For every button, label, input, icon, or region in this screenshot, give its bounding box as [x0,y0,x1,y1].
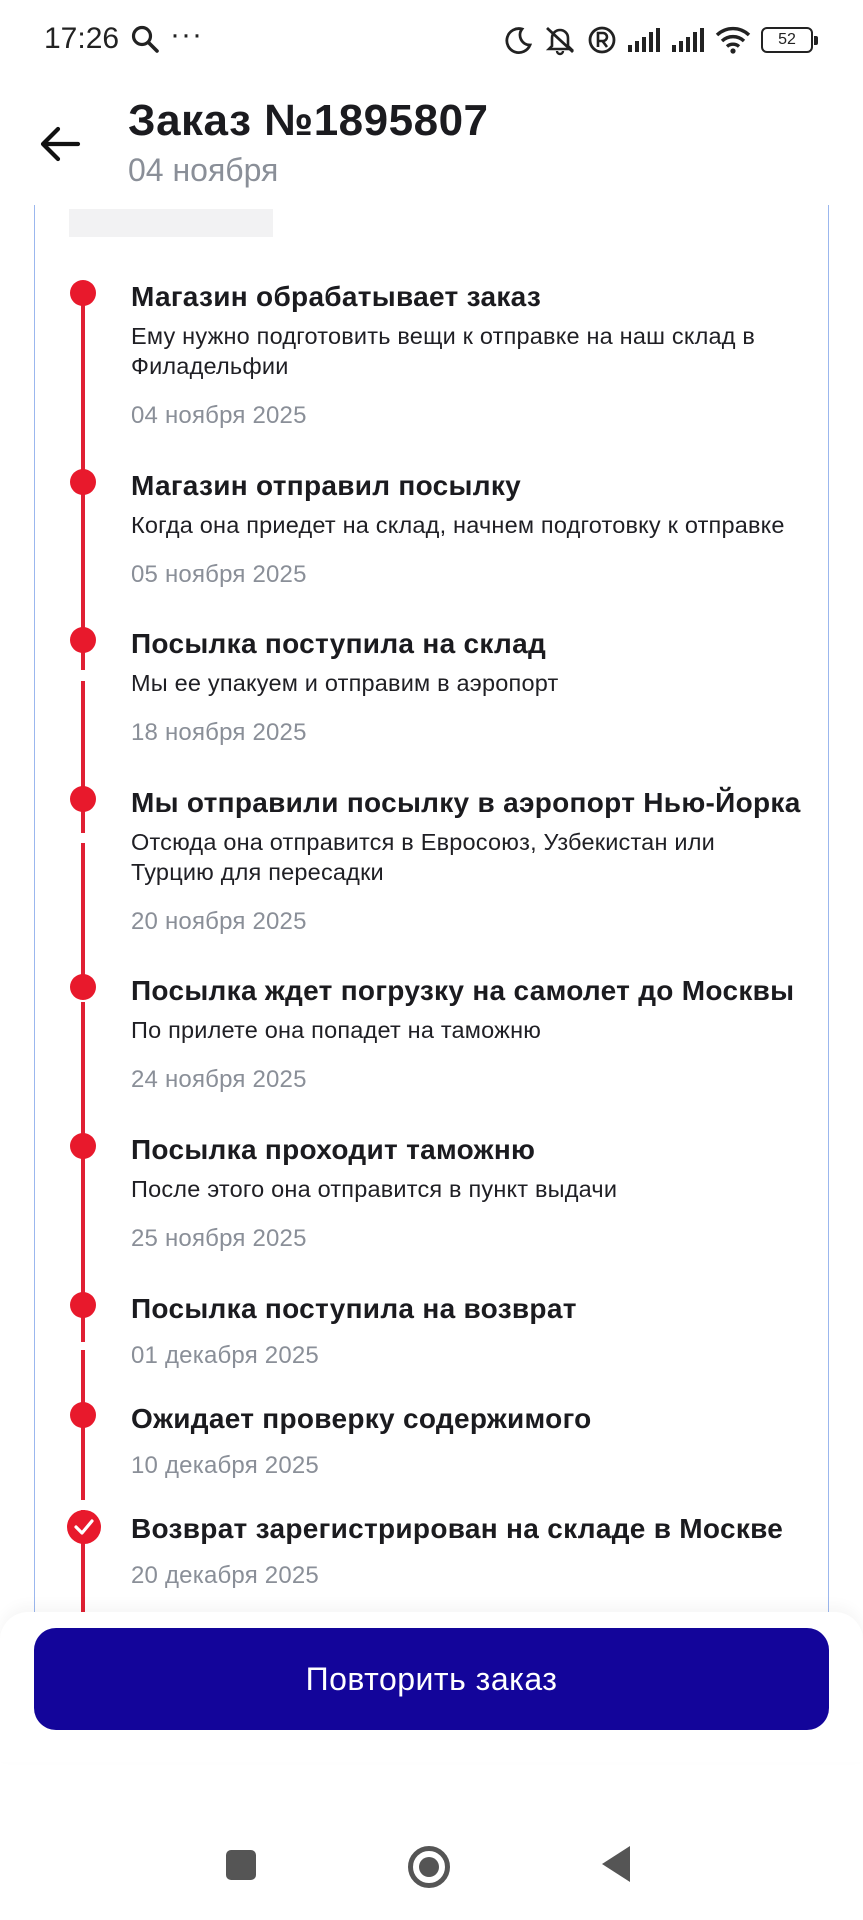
status-bar [0,0,863,80]
event-description-line: После этого она отправится в пункт выдачи [131,1176,618,1202]
event-date: 20 ноября 2025 [131,908,307,935]
event-date: 18 ноября 2025 [131,719,307,746]
event-title: Посылка проходит таможню [131,1134,536,1165]
event-title: Ожидает проверку содержимого [131,1403,592,1434]
timeline-event [131,1291,828,1371]
timeline-dot [70,469,96,495]
header [0,80,863,200]
timeline-dot [70,280,96,306]
order-tracking-card [34,205,829,1615]
event-description [131,510,828,540]
registered-icon [587,25,617,55]
event-description-line: Филадельфии [131,353,289,379]
bottom-action-panel [0,1612,863,1762]
more-dots-icon: ··· [170,18,203,51]
nav-back-icon[interactable] [602,1846,630,1882]
event-description [131,668,828,698]
search-icon [130,24,160,54]
back-arrow-icon[interactable] [36,120,84,168]
wifi-icon [715,26,751,54]
recents-icon[interactable] [226,1850,256,1880]
event-date: 20 декабря 2025 [131,1562,319,1589]
event-title: Посылка поступила на возврат [131,1293,577,1324]
event-description-line: Отсюда она отправится в Евросоюз, Узбекистан или [131,829,715,855]
timeline-dot [70,1133,96,1159]
timeline-event [131,1511,828,1591]
event-description [131,321,828,381]
timeline-event [131,973,828,1095]
timeline-dot [70,1292,96,1318]
timeline-line [81,843,85,995]
timeline-event [131,785,828,937]
timeline-event [131,1132,828,1254]
event-title: Посылка ждет погрузку на самолет до Москвы [131,975,795,1006]
event-description-line: Ему нужно подготовить вещи к отправке на наш склад в [131,323,756,349]
timeline-event [131,626,828,748]
event-description-line: Когда она приедет на склад, начнем подготовку к отправке [131,512,785,538]
timeline-line [81,1002,85,1192]
timeline-dot [70,786,96,812]
event-description-line: Мы ее упакуем и отправим в аэропорт [131,670,559,696]
timeline-event [131,1401,828,1481]
event-description [131,1015,828,1045]
system-nav-bar [0,1820,863,1920]
event-title: Возврат зарегистрирован на складе в Москве [131,1513,784,1544]
event-title: Магазин обрабатывает заказ [131,281,542,312]
timeline-event [131,468,828,590]
event-description [131,827,828,887]
signal-icon [627,27,661,53]
signal-icon-2 [671,27,705,53]
check-icon [67,1510,101,1544]
battery-icon: 52 [761,27,813,53]
timeline-dot [70,974,96,1000]
event-date: 01 декабря 2025 [131,1342,319,1369]
tracking-timeline [35,205,828,1615]
event-date: 05 ноября 2025 [131,561,307,588]
event-title: Магазин отправил посылку [131,470,522,501]
page-title: Заказ №1895807 [128,96,489,145]
event-description [131,1174,828,1204]
event-date: 24 ноября 2025 [131,1066,307,1093]
status-icons [503,22,813,58]
event-date: 25 ноября 2025 [131,1225,307,1252]
timeline-dot [70,1402,96,1428]
event-date: 04 ноября 2025 [131,402,307,429]
timeline-dot [70,627,96,653]
event-description-line: Турцию для пересадки [131,859,384,885]
event-description-line: По прилете она попадет на таможню [131,1017,542,1043]
event-title: Посылка поступила на склад [131,628,547,659]
timeline-event [131,279,828,431]
home-icon[interactable] [408,1846,450,1888]
bell-off-icon [543,24,577,56]
event-date: 10 декабря 2025 [131,1452,319,1479]
moon-icon [503,25,533,55]
status-time: 17:26 [44,22,120,55]
order-date: 04 ноября [128,152,279,188]
timeline-line [81,1190,85,1342]
event-title: Мы отправили посылку в аэропорт Нью-Йорка [131,787,801,818]
repeat-order-button[interactable]: Повторить заказ [34,1628,829,1730]
